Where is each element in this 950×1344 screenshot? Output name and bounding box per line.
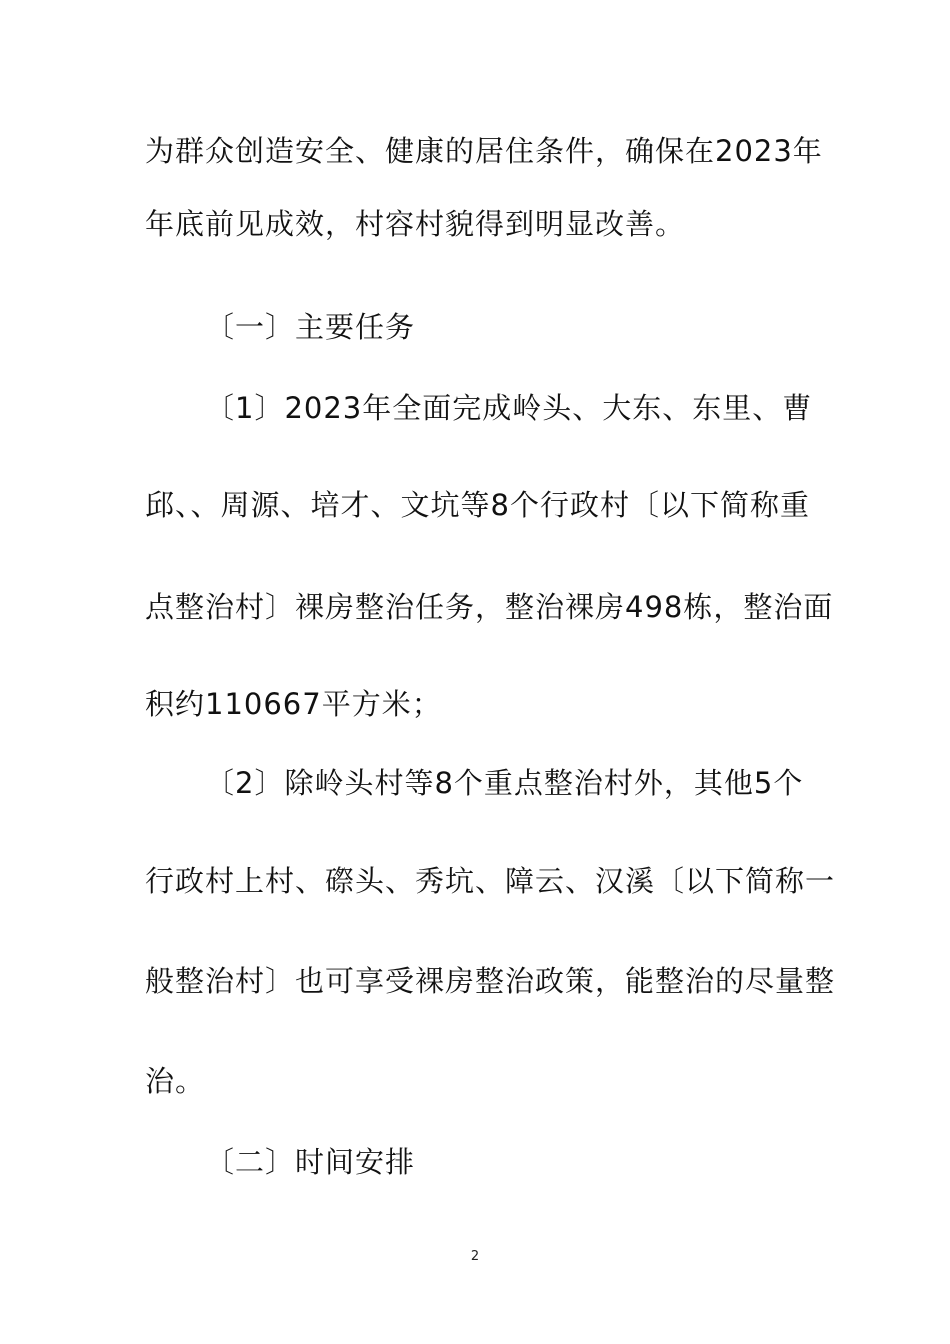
list-item-2-line: 般整治村〕也可享受裸房整治政策，能整治的尽量整 xyxy=(145,964,836,998)
list-item-1-line: 邱、、周源、培才、文坑等8个行政村〔以下简称重 xyxy=(145,488,810,522)
list-item-1-line: 〔1〕2023年全面完成岭头、大东、东里、曹 xyxy=(205,391,813,425)
body-text-line: 年底前见成效，村容村貌得到明显改善。 xyxy=(145,207,686,241)
list-item-2-line: 行政村上村、磜头、秀坑、障云、汉溪〔以下简称一 xyxy=(145,864,836,898)
list-item-1-line: 点整治村〕裸房整治任务，整治裸房498栋，整治面 xyxy=(145,590,834,624)
section-heading-main-tasks: 〔一〕主要任务 xyxy=(205,310,416,344)
section-heading-schedule: 〔二〕时间安排 xyxy=(205,1145,416,1179)
page-number: 2 xyxy=(470,1249,480,1264)
list-item-2-line: 治。 xyxy=(145,1064,206,1098)
list-item-1-line: 积约110667平方米； xyxy=(145,687,442,721)
body-text-line: 为群众创造安全、健康的居住条件，确保在2023年 xyxy=(145,134,823,168)
list-item-2-line: 〔2〕除岭头村等8个重点整治村外，其他5个 xyxy=(205,766,804,800)
